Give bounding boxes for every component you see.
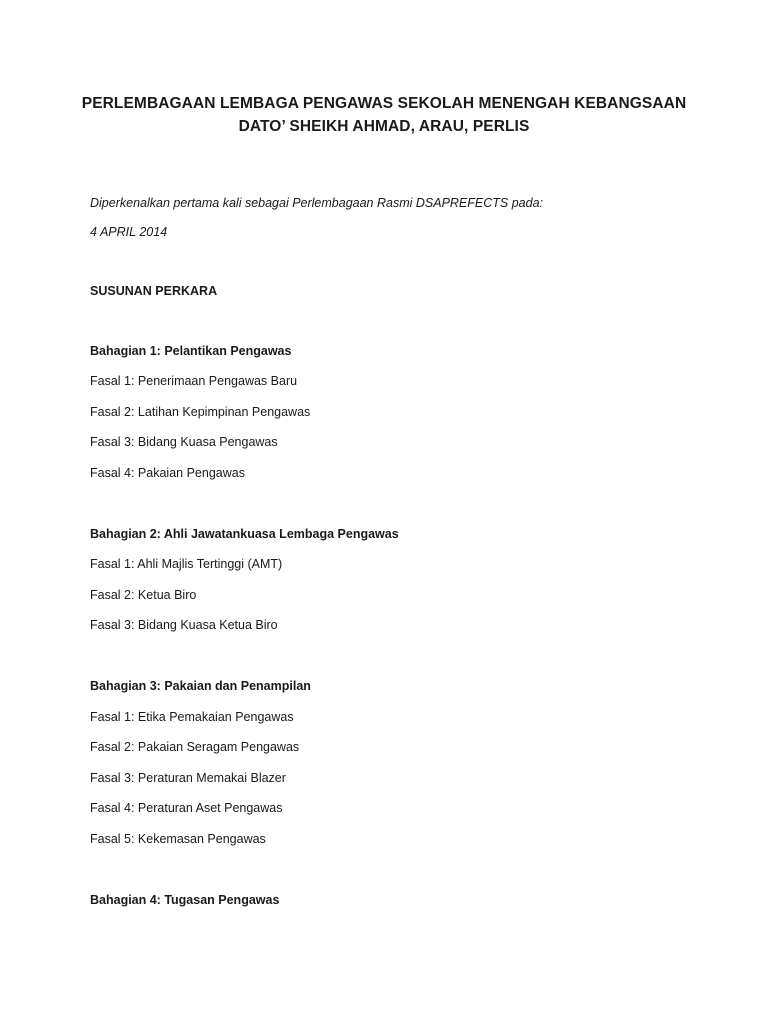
- section-item: Fasal 1: Ahli Majlis Tertinggi (AMT): [90, 557, 283, 571]
- section-heading: Bahagian 4: Tugasan Pengawas: [90, 893, 280, 907]
- section-item: Fasal 3: Bidang Kuasa Pengawas: [90, 435, 278, 449]
- section-item: Fasal 1: Penerimaan Pengawas Baru: [90, 374, 298, 388]
- intro-text: Diperkenalkan pertama kali sebagai Perlembagaan Rasmi DSAPREFECTS pada:: [90, 196, 543, 210]
- document-title-line-2: DATO’ SHEIKH AHMAD, ARAU, PERLIS: [238, 118, 530, 135]
- section-heading: Bahagian 2: Ahli Jawatankuasa Lembaga Pengawas: [90, 527, 399, 541]
- section-item: Fasal 4: Peraturan Aset Pengawas: [90, 801, 283, 815]
- section-item: Fasal 3: Peraturan Memakai Blazer: [90, 771, 286, 785]
- section-item: Fasal 2: Pakaian Seragam Pengawas: [90, 740, 300, 754]
- document-title-line-1: PERLEMBAGAAN LEMBAGA PENGAWAS SEKOLAH MENENGAH KEBANGSAAN: [81, 95, 687, 112]
- section-heading: Bahagian 1: Pelantikan Pengawas: [90, 344, 292, 358]
- section-item: Fasal 2: Latihan Kepimpinan Pengawas: [90, 405, 311, 419]
- section-item: Fasal 2: Ketua Biro: [90, 588, 197, 602]
- intro-date: 4 APRIL 2014: [90, 225, 168, 239]
- contents-heading: SUSUNAN PERKARA: [90, 284, 218, 298]
- section-heading: Bahagian 3: Pakaian dan Penampilan: [90, 679, 311, 693]
- section-item: Fasal 1: Etika Pemakaian Pengawas: [90, 710, 294, 724]
- section-item: Fasal 5: Kekemasan Pengawas: [90, 832, 266, 846]
- section-item: Fasal 4: Pakaian Pengawas: [90, 466, 245, 480]
- section-item: Fasal 3: Bidang Kuasa Ketua Biro: [90, 618, 278, 632]
